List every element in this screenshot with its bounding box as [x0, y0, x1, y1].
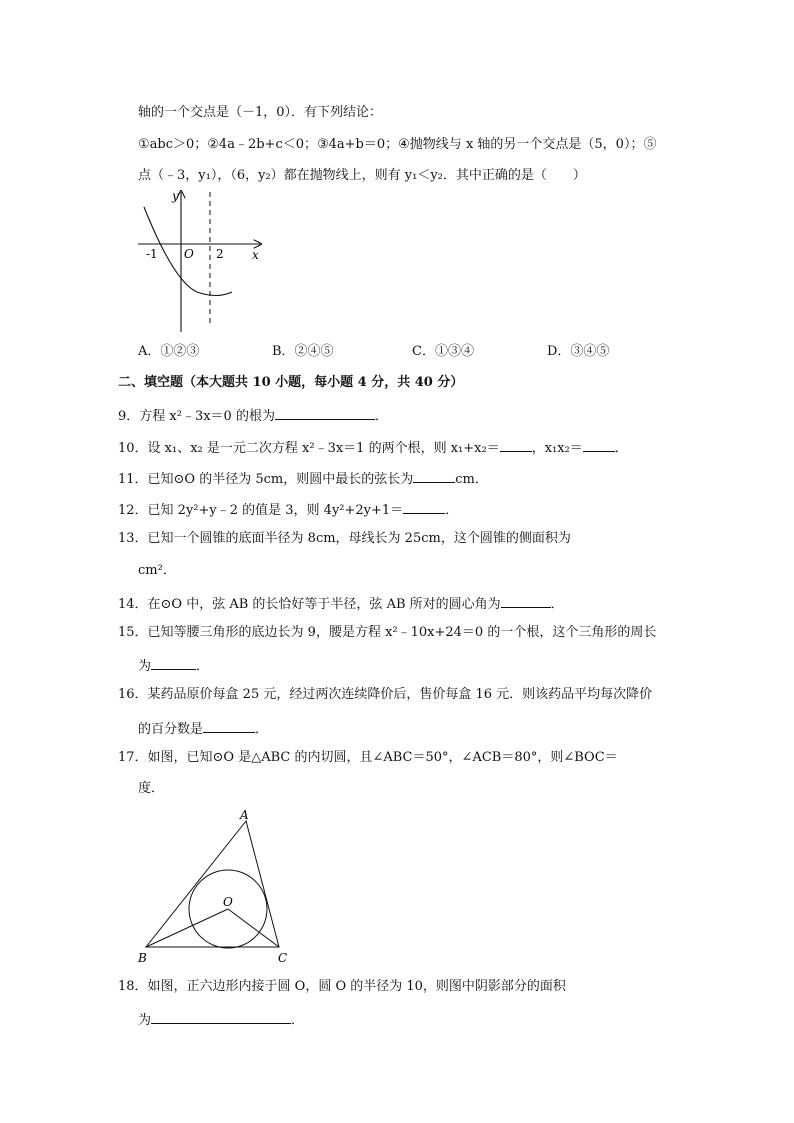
triangle-incircle-figure: [134, 805, 299, 967]
q17-line2: 度．: [138, 781, 165, 796]
q15-line2: [138, 655, 209, 676]
neg-one-label: -1: [146, 247, 158, 261]
answer-blank-q10-product[interactable]: [583, 437, 615, 452]
q10-part-c: ．: [614, 441, 628, 456]
q14-part-b: ．: [550, 597, 564, 612]
segment-oc: [228, 909, 279, 947]
q15-part-c: ．: [196, 659, 210, 674]
q18-line2: [138, 1009, 304, 1030]
q15-line1: 15．已知等腰三角形的底边长为 9，腰是方程 x²﹣10x+24＝0 的一个根，这个三角形的周长: [118, 625, 657, 640]
answer-blank-q11[interactable]: [413, 468, 455, 483]
q15-part-b: 为: [138, 659, 152, 674]
q9-text: 9．方程 x²﹣3x＝0 的根为: [118, 409, 275, 424]
parabola-graph: [132, 187, 272, 337]
vertex-b-label: B: [138, 951, 147, 965]
q12-part-a: 12．已知 2y²+y﹣2 的值是 3，则 4y²+2y+1＝: [118, 503, 404, 518]
option-a[interactable]: A．①②③: [138, 344, 200, 359]
q13-line1: 13．已知一个圆锥的底面半径为 8cm，母线长为 25cm，这个圆锥的侧面积为: [118, 531, 571, 546]
q18-part-b: 为: [138, 1013, 152, 1028]
option-b[interactable]: B．②④⑤: [272, 344, 334, 359]
question-11: [118, 468, 488, 489]
q8-line2: ①abc＞0；②4a﹣2b+c＜0；③4a+b＝0；④抛物线与 x 轴的另一个交点是（5，0）；⑤: [138, 137, 657, 152]
q16-line2: [138, 718, 268, 739]
q10-part-b: ，x₁x₂＝: [531, 441, 583, 456]
q8-line3: 点（﹣3，y₁），（6，y₂）都在抛物线上，则有 y₁＜y₂．其中正确的是（ ）: [138, 168, 586, 183]
q8-line1: 轴的一个交点是（－1，0）．有下列结论：: [138, 105, 383, 120]
triangle-abc: [146, 821, 279, 947]
q14-part-a: 14．在⊙O 中，弦 AB 的长恰好等于半径，弦 AB 所对的圆心角为: [118, 597, 501, 612]
x-axis-label: x: [252, 248, 259, 262]
vertex-c-label: C: [278, 951, 288, 965]
q16-part-c: ．: [255, 722, 269, 737]
q18-line1: 18．如图，正六边形内接于圆 O，圆 O 的半径为 10，则图中阴影部分的面积: [118, 979, 566, 994]
center-o-label: O: [223, 895, 233, 909]
section-title: 二、填空题（本大题共 10 小题，每小题 4 分，共 40 分）: [118, 375, 464, 390]
q10-part-a: 10．设 x₁、x₂ 是一元二次方程 x²﹣3x＝1 的两个根，则 x₁+x₂＝: [118, 441, 500, 456]
segment-bo: [146, 909, 228, 947]
q16-part-b: 的百分数是: [138, 722, 204, 737]
y-axis-label: y: [172, 189, 179, 203]
answer-blank-q18[interactable]: [151, 1009, 291, 1024]
answer-blank-q14[interactable]: [501, 593, 551, 608]
q11-part-b: cm．: [455, 472, 488, 487]
q9-end: ．: [374, 409, 388, 424]
two-label: 2: [216, 247, 224, 261]
q16-line1: 16．某药品原价每盒 25 元，经过两次连续降价后，售价每盒 16 元．则该药品平均每次降价: [118, 687, 653, 702]
answer-blank-q15[interactable]: [151, 655, 196, 670]
option-c[interactable]: C．①③④: [412, 344, 474, 359]
question-12: [118, 499, 458, 520]
question-10: [118, 437, 628, 458]
answer-blank-q9[interactable]: [275, 405, 375, 420]
question-14: [118, 593, 564, 614]
q12-part-b: ．: [445, 503, 459, 518]
answer-blank-q10-sum[interactable]: [500, 437, 532, 452]
q17-line1: 17．如图，已知⊙O 是△ABC 的内切圆，且∠ABC＝50°，∠ACB＝80°，则∠BOC＝: [118, 750, 618, 765]
q13-line2: cm²．: [138, 563, 176, 578]
answer-blank-q12[interactable]: [403, 499, 445, 514]
vertex-a-label: A: [240, 808, 249, 822]
answer-blank-q16[interactable]: [203, 718, 255, 733]
origin-label: O: [184, 247, 194, 261]
q18-part-c: ．: [291, 1013, 305, 1028]
q11-part-a: 11．已知⊙O 的半径为 5cm，则圆中最长的弦长为: [118, 472, 414, 487]
option-d[interactable]: D．③④⑤: [547, 344, 610, 359]
question-9: [118, 405, 388, 426]
